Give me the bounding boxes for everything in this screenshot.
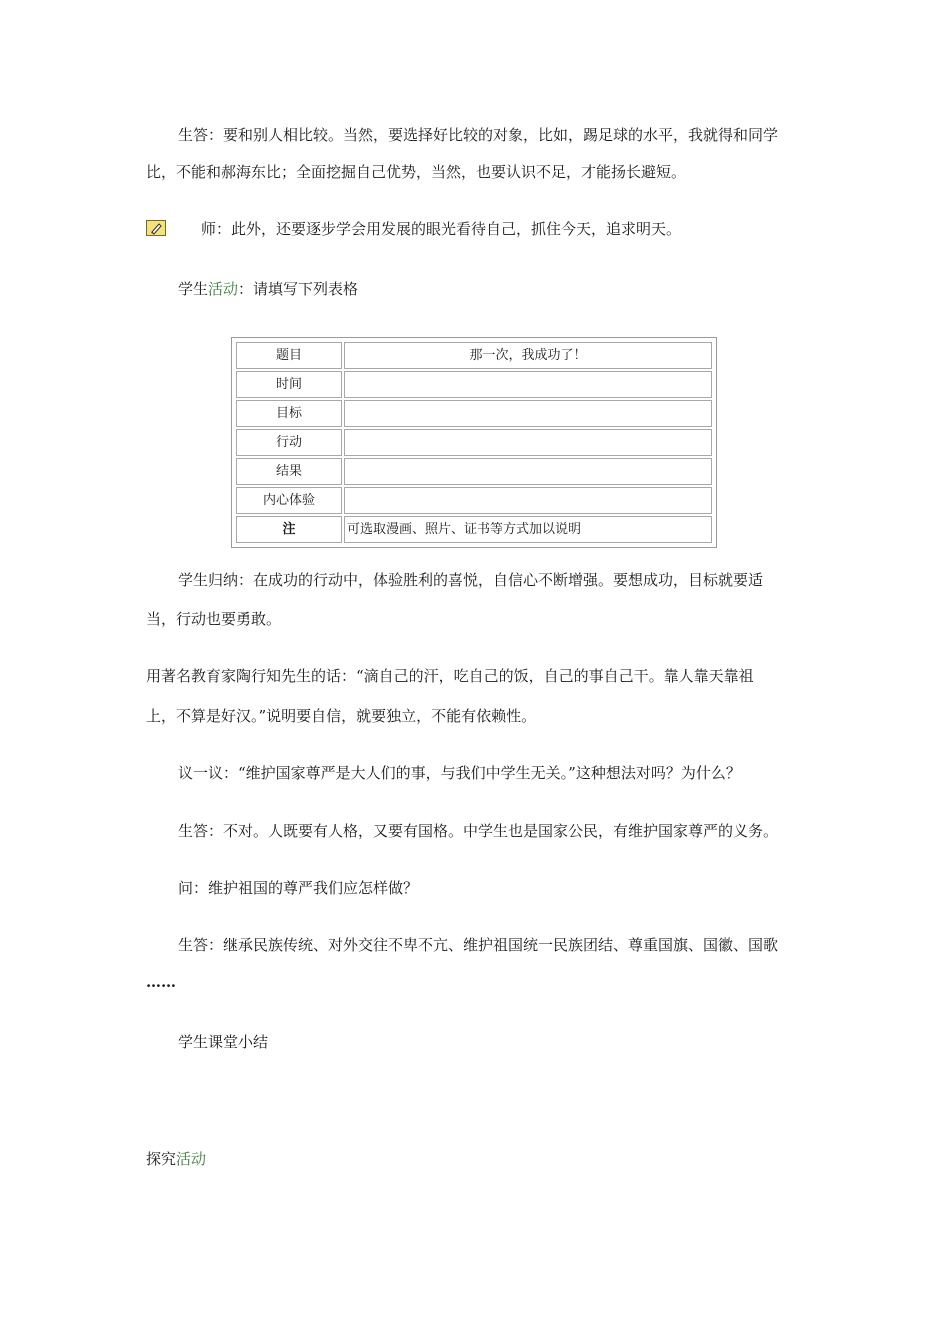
row-label: 结果 [236, 458, 342, 485]
row-value [344, 371, 712, 398]
paragraph-comparison-line2: 比，不能和郝海东比；全面挖掘自己优势，当然，也要认识不足，才能扬长避短。 [146, 163, 687, 181]
activity-prefix: 学生 [178, 280, 209, 298]
row-value [344, 487, 712, 514]
pencil-note-icon [146, 220, 166, 236]
table-row [236, 400, 712, 427]
table-row [236, 516, 712, 543]
table-row [236, 487, 712, 514]
explore-activity-heading [146, 1149, 206, 1169]
student-answer-1: 生答：不对。人既要有人格，又要有国格。中学生也是国家公民，有维护国家尊严的义务。 [178, 822, 779, 840]
paragraph-comparison-line1: 生答：要和别人相比较。当然，要选择好比较的对象，比如，踢足球的水平，我就得和同学 [178, 126, 779, 144]
row-label: 时间 [236, 371, 342, 398]
class-summary-heading: 学生课堂小结 [178, 1033, 269, 1051]
row-value [344, 400, 712, 427]
row-value [344, 429, 712, 456]
row-value [344, 458, 712, 485]
ellipsis: …… [146, 973, 176, 991]
table-row [236, 342, 712, 369]
explore-green-word: 活动 [176, 1150, 207, 1168]
row-label: 目标 [236, 400, 342, 427]
row-label: 注 [236, 516, 342, 543]
question: 问：维护祖国的尊严我们应怎样做？ [178, 879, 419, 897]
row-label: 内心体验 [236, 487, 342, 514]
teacher-statement: 师：此外，还要逐步学会用发展的眼光看待自己，抓住今天，追求明天。 [201, 220, 682, 238]
student-answer-2: 生答：继承民族传统、对外交往不卑不亢、维护祖国统一民族团结、尊重国旗、国徽、国歌 [178, 936, 779, 954]
success-form-table [231, 337, 717, 548]
row-label: 行动 [236, 429, 342, 456]
activity-instruction [178, 279, 358, 299]
row-value: 可选取漫画、照片、证书等方式加以说明 [344, 516, 712, 543]
activity-suffix: ：请填写下列表格 [238, 280, 359, 298]
paragraph-summary-line2: 当，行动也要勇敢。 [146, 610, 282, 628]
table-row [236, 429, 712, 456]
row-value: 那一次，我成功了！ [344, 342, 712, 369]
table-row [236, 458, 712, 485]
explore-prefix: 探究 [146, 1150, 177, 1168]
paragraph-quote-line2: 上，不算是好汉。”说明要自信，就要独立，不能有依赖性。 [146, 707, 537, 725]
activity-green-word: 活动 [208, 280, 239, 298]
table-row [236, 371, 712, 398]
paragraph-summary-line1: 学生归纳：在成功的行动中，体验胜利的喜悦，自信心不断增强。要想成功，目标就要适 [178, 571, 764, 589]
row-label: 题目 [236, 342, 342, 369]
discussion-question: 议一议：“维护国家尊严是大人们的事，与我们中学生无关。”这种想法对吗？为什么？ [178, 764, 741, 782]
paragraph-quote-line1: 用著名教育家陶行知先生的话：“滴自己的汗，吃自己的饭，自己的事自己干。靠人靠天靠祖 [146, 667, 754, 685]
